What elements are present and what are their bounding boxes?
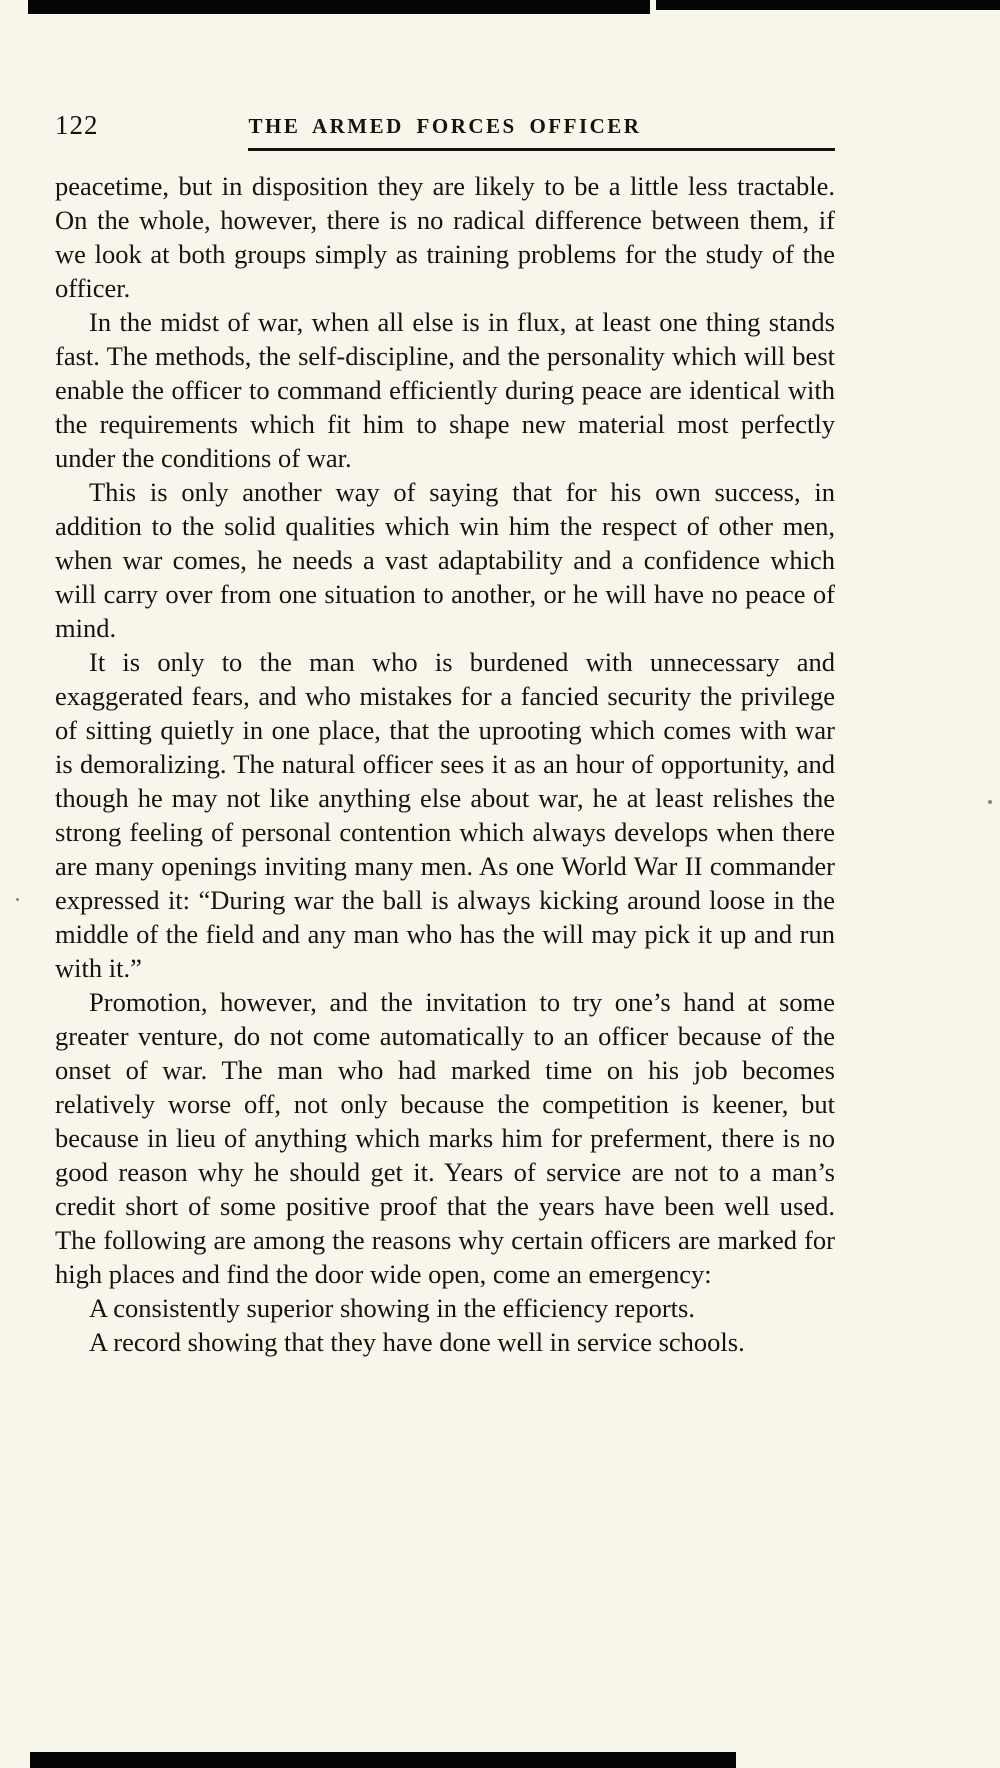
body-text (55, 169, 835, 1359)
paragraph: It is only to the man who is burdened with unnecessary and exaggerated fears, and who mistakes for a fancied security the privilege of sitting quietly in one place, that the uprooting which comes with war is demoralizing. The natural officer sees it as an hour of opportunity, and though he may not like anything else about war, he at least relishes the strong feeling of personal contention which always develops when there are many openings inviting many men. As one World War II commander expressed it: “During war the ball is always kicking around loose in the middle of the field and any man who has the will may pick it up and run with it.” (55, 647, 835, 983)
paper-speck (988, 800, 992, 804)
paragraph: This is only another way of saying that for his own success, in addition to the solid qualities which win him the respect of other men, when war comes, he needs a vast adaptability and a confidence which will carry over from one situation to another, or he will have no peace of mind. (55, 477, 835, 643)
page-header (55, 110, 835, 146)
paper-speck (16, 898, 19, 901)
paragraph: In the midst of war, when all else is in flux, at least one thing stands fast. The methods, the self-discipline, and the personality which will best enable the officer to command efficiently during peace are identical with the requirements which fit him to shape new material most perfectly under the conditions of war. (55, 307, 835, 473)
page-content (55, 110, 835, 1359)
running-header-title: THE ARMED FORCES OFFICER (248, 114, 642, 138)
scan-artifact-top-left (28, 0, 650, 14)
paragraph: A consistently superior showing in the efficiency reports. (89, 1293, 695, 1323)
paragraph: A record showing that they have done well in service schools. (89, 1327, 745, 1357)
scan-artifact-top-right (656, 0, 1000, 10)
page-number: 122 (55, 110, 99, 140)
paragraph: peacetime, but in disposition they are likely to be a little less tractable. On the whole, however, there is no radical difference between them, if we look at both groups simply as training problems for the study of the officer. (55, 171, 835, 303)
header-rule (248, 148, 835, 151)
paragraph: Promotion, however, and the invitation to try one’s hand at some greater venture, do not come automatically to an officer because of the onset of war. The man who had marked time on his job becomes relatively worse off, not only because the competition is keener, but because in lieu of anything which marks him for preferment, there is no good reason why he should get it. Years of service are not to a man’s credit short of some positive proof that the years have been well used. The following are among the reasons why certain officers are marked for high places and find the door wide open, come an emergency: (55, 987, 835, 1289)
scan-artifact-bottom (30, 1752, 736, 1768)
